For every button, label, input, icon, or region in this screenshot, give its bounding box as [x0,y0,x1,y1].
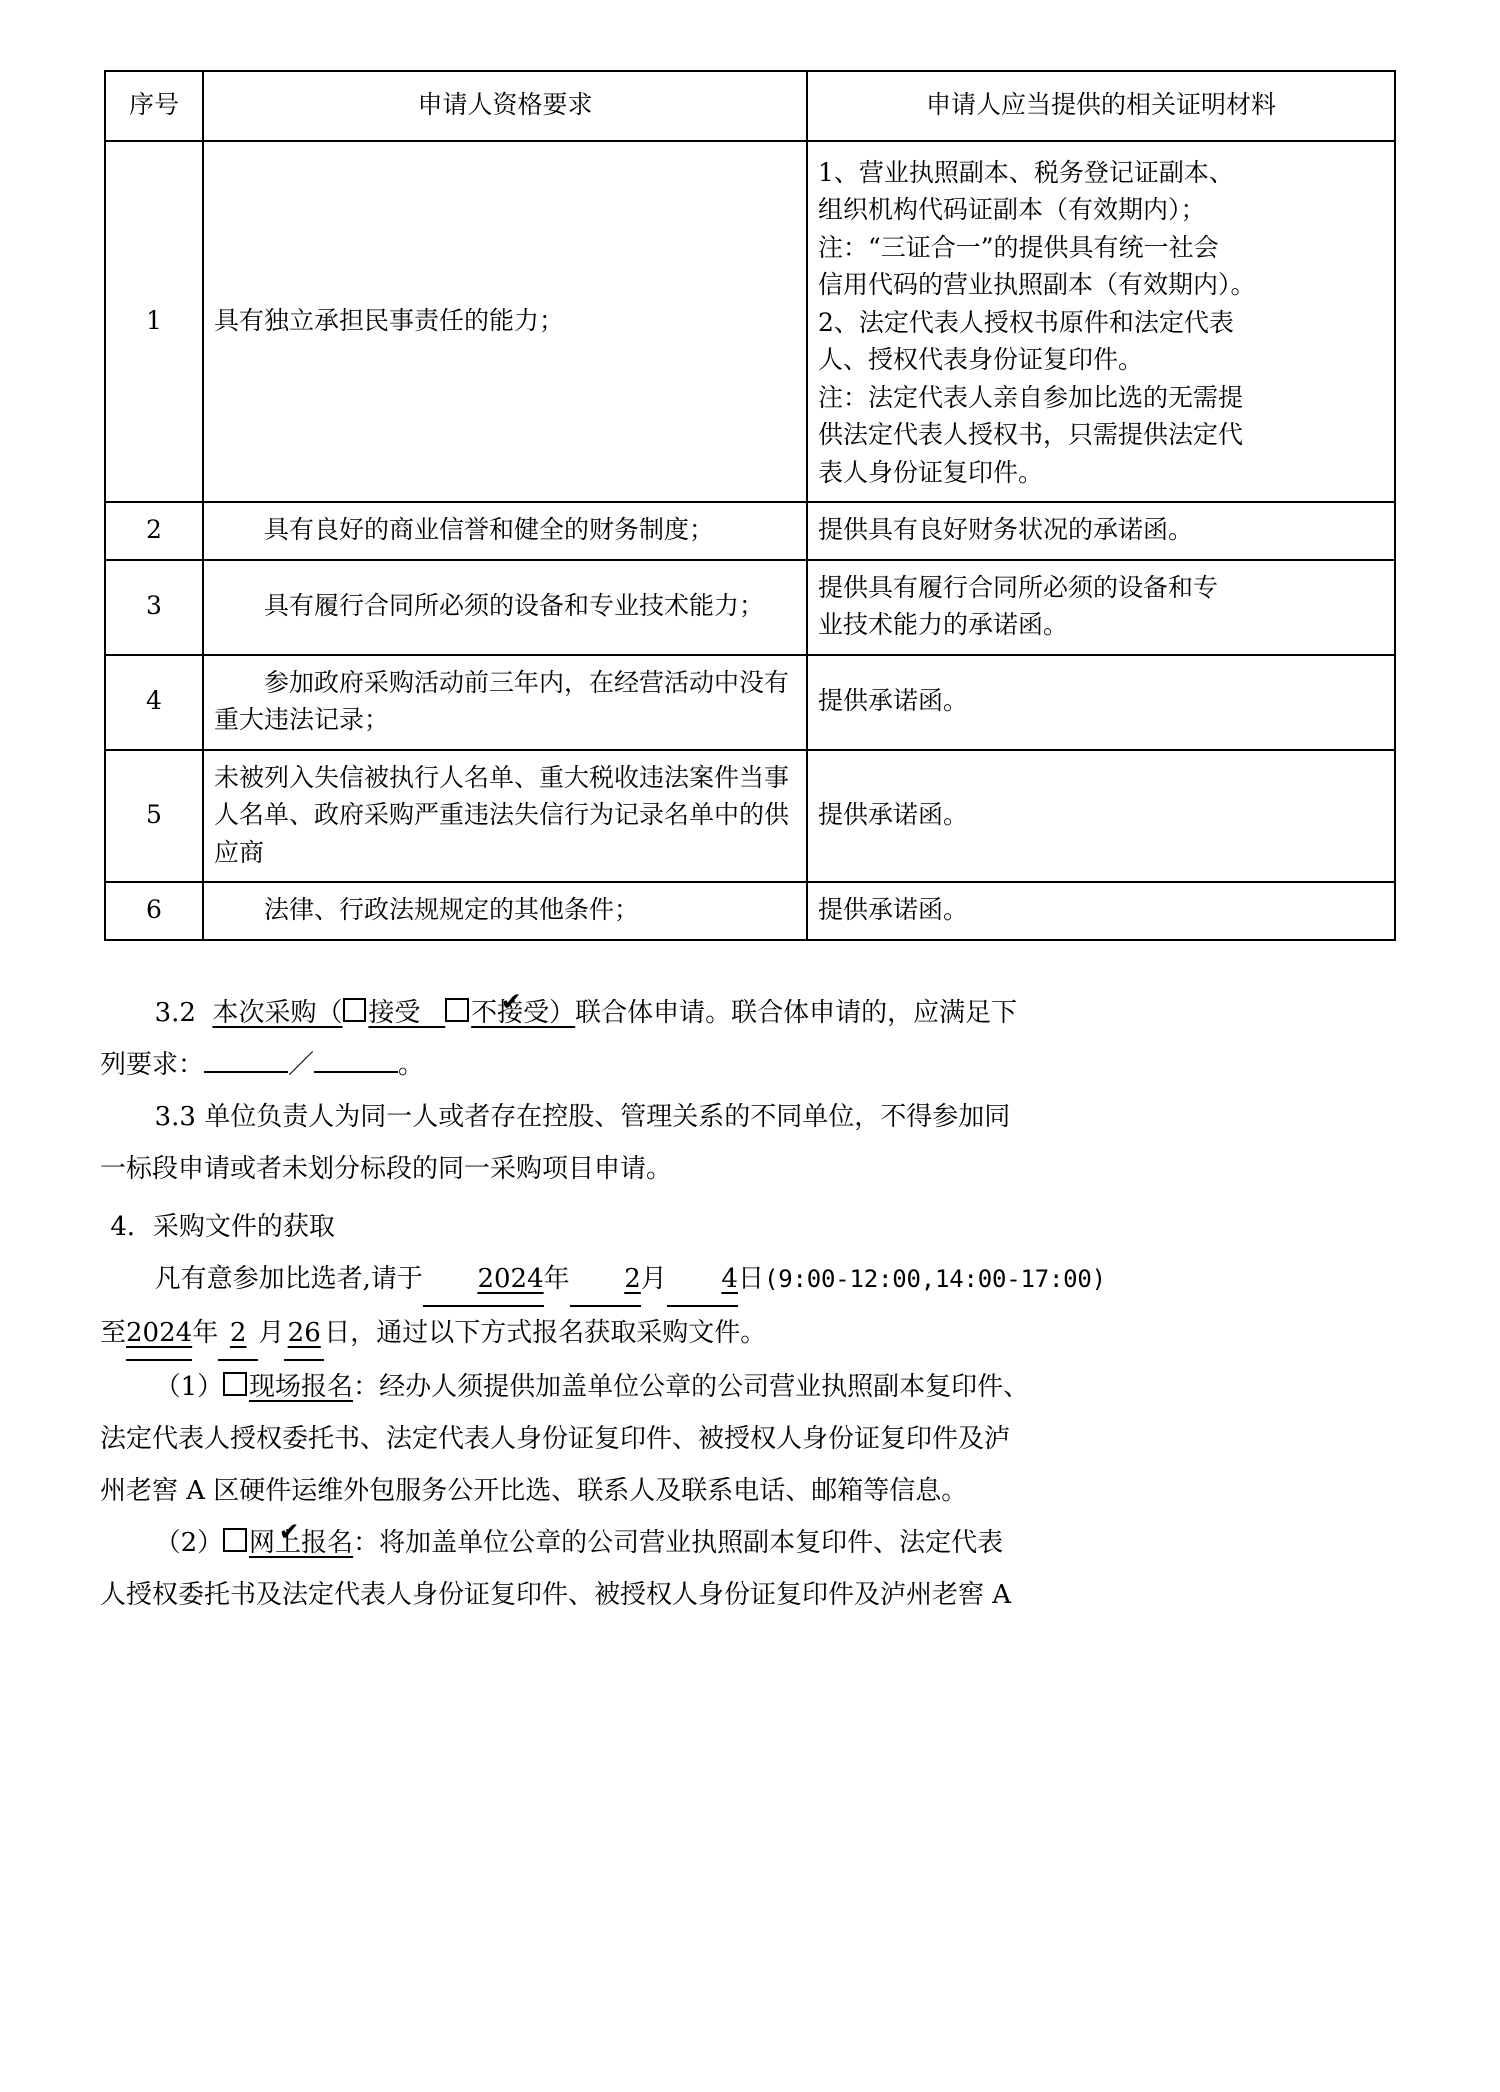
row-number: 2 [105,502,203,560]
row-documents: 1、营业执照副本、税务登记证副本、 组织机构代码证副本（有效期内）； 注：“三证合一”的提供具有统一社会 信用代码的营业执照副本（有效期内）。 2、法定代表人授权书原件和法定代表 人、授权代表身份证复印件。 注：法定代表人亲自参加比选的无需提 供法定代表人授权书，只需提供法定代 表人身份证复印件。 [807,141,1395,503]
end-year-field[interactable]: 2024 [126,1307,192,1361]
row-number: 1 [105,141,203,503]
table-row [105,502,1395,560]
clause-3-3-line2: 一标段申请或者未划分标段的同一采购项目申请。 [100,1153,673,1184]
table-header-row [105,71,1395,141]
column-header-documents: 申请人应当提供的相关证明材料 [807,71,1395,141]
start-year-field[interactable]: 2024 [423,1253,544,1307]
pickup-time-range: (9:00-12:00,14:00-17:00) [763,1264,1106,1293]
consortium-blank-2[interactable] [314,1071,398,1073]
row-requirement: 未被列入失信被执行人名单、重大税收违法案件当事人名单、政府采购严重违法失信行为记录名单中的供应商 [203,750,807,883]
registration-option-1: （1） 现场报名：经办人须提供加盖单位公章的公司营业执照副本复印件、 [154,1371,1030,1402]
table-row [105,750,1395,883]
section-4-paragraph-1: 凡有意参加比选者,请于 2024年 2月 4日(9:00-12:00,14:00-17:00) [100,1253,1404,1307]
section-4-title: 4．采购文件的获取 [110,1211,335,1242]
row-documents: 提供承诺函。 [807,750,1395,883]
end-day-field[interactable]: 26 [284,1307,324,1361]
consortium-blank-1[interactable] [204,1071,288,1073]
table-row [105,560,1395,655]
row-number: 4 [105,655,203,750]
row-requirement: 具有良好的商业信誉和健全的财务制度； [203,502,807,560]
start-day-field[interactable]: 4 [667,1253,738,1307]
row-requirement: 具有独立承担民事责任的能力； [203,141,807,503]
checkbox-reject-consortium[interactable] [445,998,469,1022]
end-month-field[interactable]: 2 [218,1307,258,1361]
registration-option-2-line2: 人授权委托书及法定代表人身份证复印件、被授权人身份证复印件及泸州老窖 A [100,1579,1012,1610]
registration-option-2: （2） ✔ 网上报名：将加盖单位公章的公司营业执照副本复印件、法定代表 [100,1517,1404,1569]
row-documents: 提供承诺函。 [807,655,1395,750]
row-documents: 提供承诺函。 [807,882,1395,940]
table-row [105,141,1395,503]
checkbox-online-registration[interactable] [223,1528,247,1552]
checkbox-accept-consortium[interactable] [343,998,367,1022]
clause-3-3-line1: 3.3 单位负责人为同一人或者存在控股、管理关系的不同单位，不得参加同 [154,1101,1011,1132]
checkbox-onsite-registration[interactable] [223,1372,247,1396]
registration-option-1-line2: 法定代表人授权委托书、法定代表人身份证复印件、被授权人身份证复印件及泸 [100,1423,1011,1454]
column-header-requirement: 申请人资格要求 [203,71,807,141]
row-requirement: 参加政府采购活动前三年内，在经营活动中没有重大违法记录； [203,655,807,750]
row-requirement: 法律、行政法规规定的其他条件； [203,882,807,940]
row-documents: 提供具有良好财务状况的承诺函。 [807,502,1395,560]
body-content [100,987,1404,1621]
start-month-field[interactable]: 2 [570,1253,641,1307]
clause-3-2: 3.2 本次采购（ 接受 ✔ 不接受）联合体申请。联合体申请的，应满足下 [100,987,1404,1039]
row-requirement: 具有履行合同所必须的设备和专业技术能力； [203,560,807,655]
row-number: 6 [105,882,203,940]
section-4-paragraph-2: 至2024年 2 月 26 日，通过以下方式报名获取采购文件。 [100,1307,1404,1361]
row-number: 5 [105,750,203,883]
row-number: 3 [105,560,203,655]
column-header-no: 序号 [105,71,203,141]
table-row [105,882,1395,940]
clause-3-2-line2: 列要求： ／ 。 [100,1049,425,1080]
row-documents: 提供具有履行合同所必须的设备和专 业技术能力的承诺函。 [807,560,1395,655]
registration-option-1-line3: 州老窖 A 区硬件运维外包服务公开比选、联系人及联系电话、邮箱等信息。 [100,1475,968,1506]
table-row [105,655,1395,750]
qualification-requirements-table [104,70,1396,941]
